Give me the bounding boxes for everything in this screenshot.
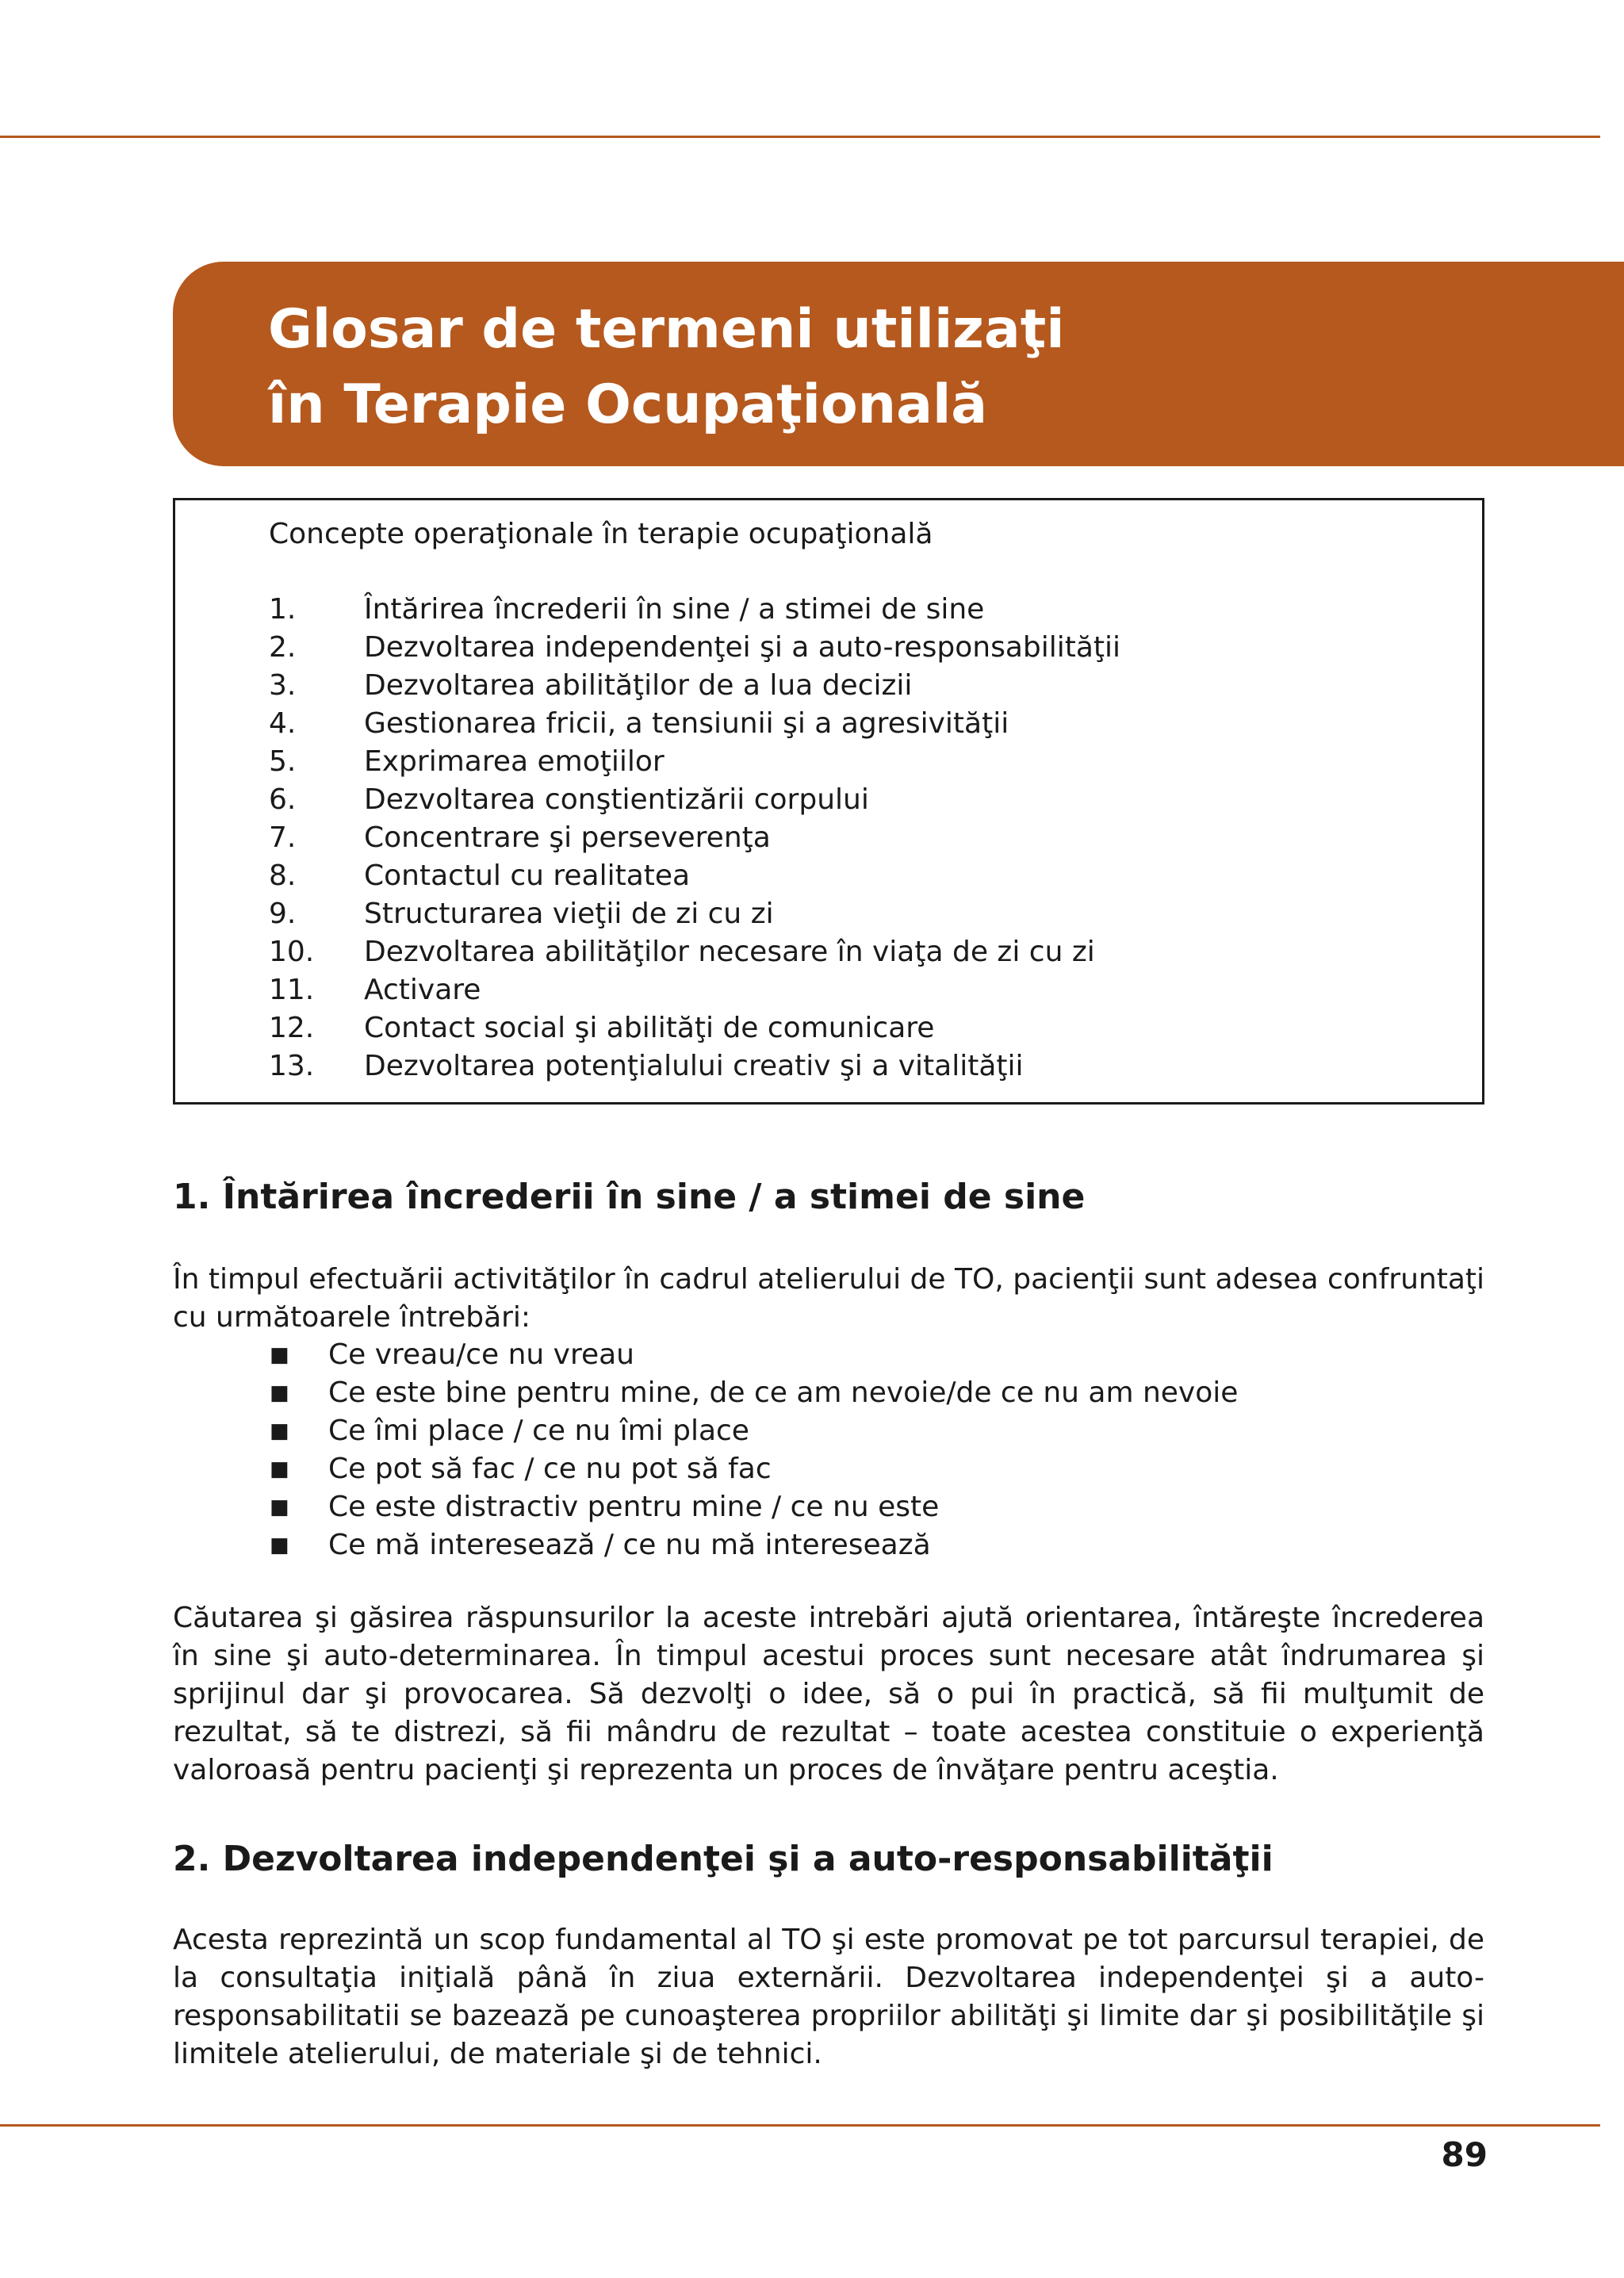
list-item-text: Dezvoltarea abilităţilor necesare în viaţa de zi cu zi [364,936,1095,968]
list-item [269,591,1120,629]
list-item-number: 10. [269,936,315,968]
list-item-number: 9. [269,898,297,930]
section-2-heading: 2. Dezvoltarea independenţei şi a auto-responsabilităţii [173,1839,1274,1879]
list-item [269,819,1120,857]
section-1-intro: În timpul efectuării activităţilor în cadrul atelierului de TO, pacienţii sunt adesea confruntaţi cu următoarele întrebări: [173,1263,1484,1334]
list-item-number: 8. [269,860,297,892]
list-item [270,1450,1238,1488]
bottom-rule [0,2124,1600,2127]
list-item-number: 2. [269,631,297,664]
list-item [270,1374,1238,1412]
bullet-square-icon: ■ [270,1419,289,1443]
list-item-text: Dezvoltarea conştientizării corpului [364,783,869,816]
list-item-text: Contactul cu realitatea [364,860,691,892]
section-1-heading: 1. Întărirea încrederii în sine / a stimei de sine [173,1177,1086,1217]
list-item-text: Activare [364,974,481,1006]
list-item [269,743,1120,781]
list-item [270,1412,1238,1450]
list-item [269,667,1120,705]
page-title-line-2: în Terapie Ocupaţională [268,373,988,436]
list-item-number: 4. [269,707,297,740]
list-item [269,895,1120,933]
list-item [269,933,1120,971]
title-banner [173,262,1624,466]
concepts-box-heading: Concepte operaţionale în terapie ocupaţională [269,518,933,550]
list-item [269,781,1120,819]
list-item-number: 7. [269,821,297,854]
list-item-text: Întărirea încrederii în sine / a stimei de sine [364,593,985,626]
list-item-text: Ce mă interesează / ce nu mă interesează [328,1529,931,1561]
list-item-text: Ce este distractiv pentru mine / ce nu este [328,1491,940,1523]
list-item-text: Dezvoltarea independenţei şi a auto-responsabilităţii [364,631,1121,664]
list-item [269,629,1120,667]
page-title-line-1: Glosar de termeni utilizaţi [268,298,1065,361]
list-item [269,971,1120,1009]
list-item-text: Concentrare şi perseverenţa [364,821,771,854]
list-item-text: Ce vreau/ce nu vreau [328,1338,634,1371]
list-item-number: 12. [269,1012,315,1044]
bullet-square-icon: ■ [270,1533,289,1557]
page-number: 89 [1441,2135,1488,2174]
list-item-text: Contact social şi abilităţi de comunicare [364,1012,935,1044]
bullet-square-icon: ■ [270,1343,289,1367]
section-2-paragraph: Acesta reprezintă un scop fundamental al TO şi este promovat pe tot parcursul terapiei, de la consultaţia iniţială până în ziua externării. Dezvoltarea independenţei şi a auto-responsabilitatii se bazează pe cunoaşterea propriilor abilităţi şi limite dar şi posibilităţile şi limitele atelierului, de materiale şi de tehnici. [173,1924,1484,2070]
section-1-paragraph: Căutarea şi găsirea răspunsurilor la aceste intrebări ajută orientarea, întăreşte încrederea în sine şi auto-determinarea. În timpul acestui proces sunt necesare atât îndrumarea şi sprijinul dar şi provocarea. Să dezvolţi o idee, să o pui în practică, să fii mulţumit de rezultat, să te distrezi, să fii mândru de rezultat – toate acestea constituie o experienţă valoroasă pentru pacienţi şi reprezenta un proces de învăţare pentru aceştia. [173,1602,1484,1786]
concepts-list [269,591,1120,1085]
list-item [270,1488,1238,1526]
list-item-number: 6. [269,783,297,816]
list-item [269,857,1120,895]
list-item-number: 11. [269,974,315,1006]
list-item [270,1336,1238,1374]
list-item-text: Exprimarea emoţiilor [364,745,665,778]
list-item [269,705,1120,743]
bullet-square-icon: ■ [270,1381,289,1405]
list-item [269,1009,1120,1047]
list-item-number: 5. [269,745,297,778]
list-item-number: 3. [269,669,297,702]
list-item [269,1047,1120,1085]
list-item-text: Dezvoltarea potenţialului creativ şi a vitalităţii [364,1050,1024,1082]
page-title [268,292,1065,442]
list-item-number: 1. [269,593,297,626]
list-item-text: Ce pot să fac / ce nu pot să fac [328,1453,772,1485]
top-rule [0,136,1600,138]
list-item-text: Ce îmi place / ce nu îmi place [328,1415,749,1447]
section-1-bullet-list [270,1336,1238,1564]
bullet-square-icon: ■ [270,1495,289,1519]
concepts-box [173,498,1484,1105]
list-item-text: Structurarea vieţii de zi cu zi [364,898,774,930]
list-item-number: 13. [269,1050,315,1082]
list-item-text: Ce este bine pentru mine, de ce am nevoie/de ce nu am nevoie [328,1376,1239,1409]
list-item-text: Gestionarea fricii, a tensiunii şi a agresivităţii [364,707,1009,740]
bullet-square-icon: ■ [270,1457,289,1481]
list-item [270,1526,1238,1564]
list-item-text: Dezvoltarea abilităţilor de a lua decizii [364,669,913,702]
